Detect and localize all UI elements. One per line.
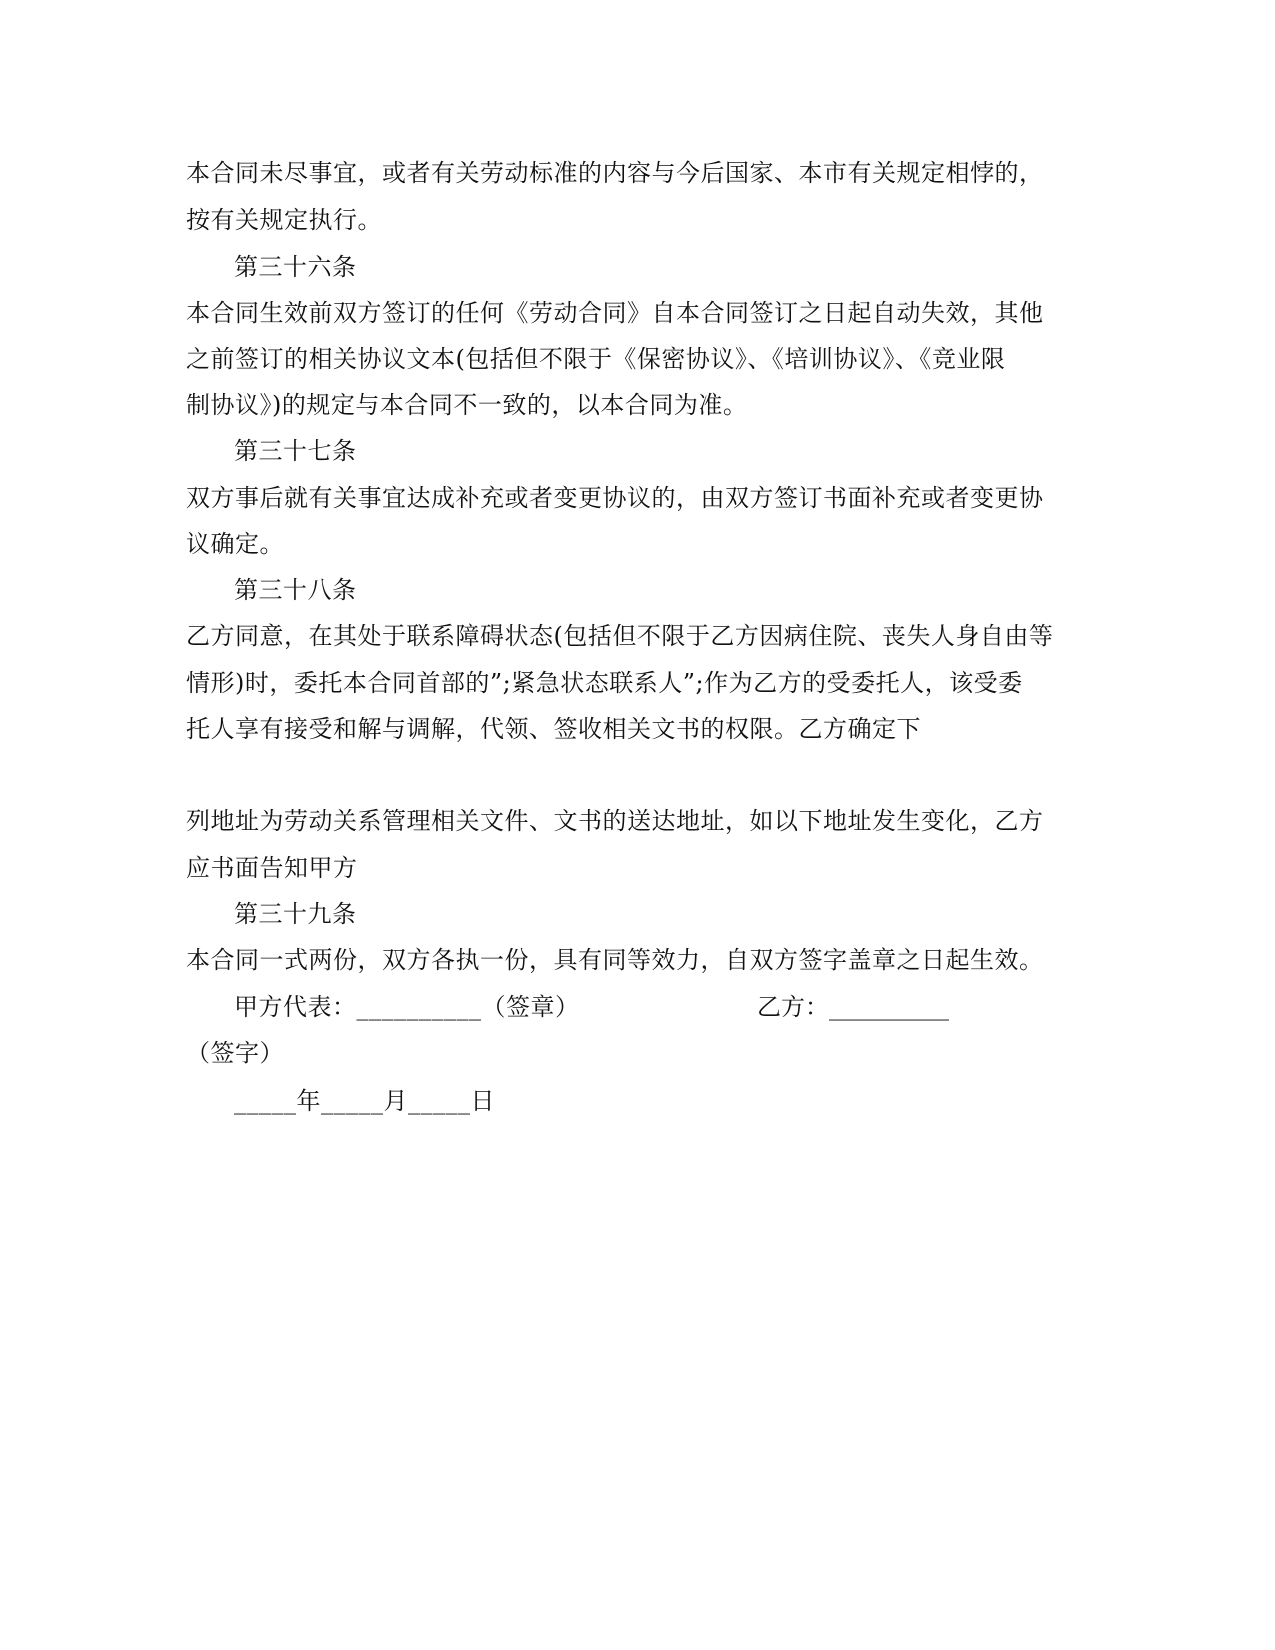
paragraph-line: 情形)时，委托本合同首部的”;紧急状态联系人”;作为乙方的受委托人，该受委 <box>186 669 1023 697</box>
paragraph-line: 本合同一式两份，双方各执一份，具有同等效力，自双方签字盖章之日起生效。 <box>186 946 1044 974</box>
signature-party-a: 甲方代表：__________（签章） <box>234 993 580 1021</box>
paragraph-line: 双方事后就有关事宜达成补充或者变更协议的，由双方签订书面补充或者变更协 <box>186 484 1044 512</box>
paragraph-line: 议确定。 <box>186 530 284 558</box>
date-line: _____年_____月_____日 <box>234 1087 495 1115</box>
paragraph-line: 应书面告知甲方 <box>186 854 358 882</box>
article-heading: 第三十九条 <box>234 900 357 928</box>
paragraph-line: 本合同生效前双方签订的任何《劳动合同》自本合同签订之日起自动失效，其他 <box>186 299 1044 327</box>
paragraph-line: 制协议》)的规定与本合同不一致的，以本合同为准。 <box>186 391 748 419</box>
article-heading: 第三十六条 <box>234 253 357 281</box>
article-heading: 第三十七条 <box>234 437 357 465</box>
paragraph-line: 本合同未尽事宜，或者有关劳动标准的内容与今后国家、本市有关规定相悖的， <box>186 159 1044 187</box>
signature-party-b: 乙方：__________ <box>757 993 949 1021</box>
paragraph-line: 之前签订的相关协议文本(包括但不限于《保密协议》、《培训协议》、《竞业限 <box>186 345 1006 373</box>
paragraph-line: 乙方同意，在其处于联系障碍状态(包括但不限于乙方因病住院、丧失人身自由等 <box>186 622 1054 650</box>
article-heading: 第三十八条 <box>234 576 357 604</box>
paragraph-line: 托人享有接受和解与调解，代领、签收相关文书的权限。乙方确定下 <box>186 715 921 743</box>
paragraph-line: 按有关规定执行。 <box>186 206 382 234</box>
signature-note: （签字） <box>186 1039 284 1067</box>
paragraph-line: 列地址为劳动关系管理相关文件、文书的送达地址，如以下地址发生变化，乙方 <box>186 807 1044 835</box>
